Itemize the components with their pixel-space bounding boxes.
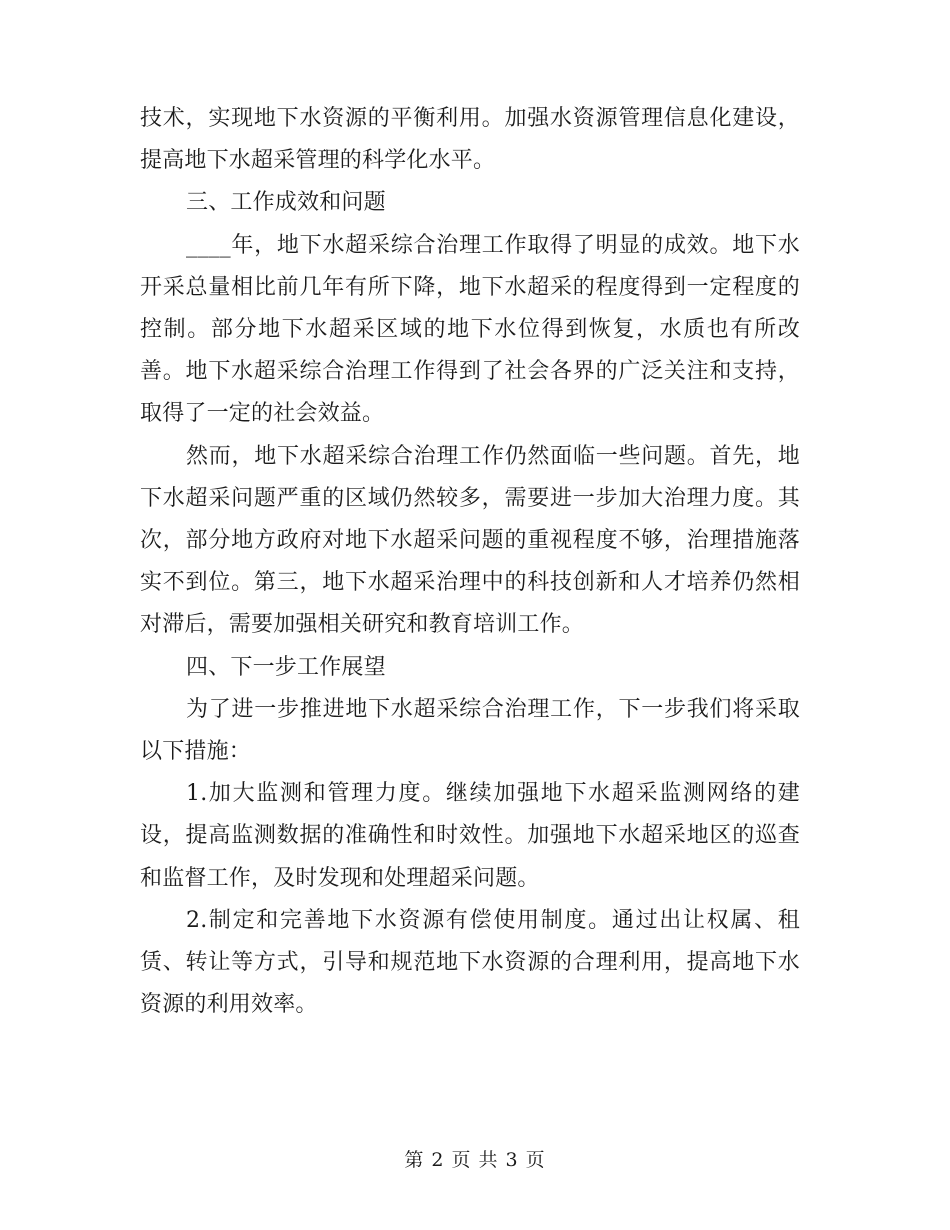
section-heading-results: 三、工作成效和问题 bbox=[186, 190, 386, 216]
list-item-paid-use: 2.制定和完善地下水资源有偿使用制度。通过出让权属、租赁、转让等方式，引导和规范地下水资源的合理利用，提高地下水资源的利用效率。 bbox=[140, 907, 800, 1018]
document-body bbox=[140, 98, 800, 1026]
list-item-monitoring: 1.加大监测和管理力度。继续加强地下水超采监测网络的建设，提高监测数据的准确性和时效性。加强地下水超采地区的巡查和监督工作，及时发现和处理超采问题。 bbox=[140, 781, 800, 891]
paragraph-results: ____年，地下水超采综合治理工作取得了明显的成效。地下水开采总量相比前几年有所下降，地下水超采的程度得到一定程度的控制。部分地下水超采区域的地下水位得到恢复，水质也有所改善。地下水超采综合治理工作得到了社会各界的广泛关注和支持，取得了一定的社会效益。 bbox=[140, 232, 800, 427]
page-number-footer: 第 2 页 共 3 页 bbox=[404, 1149, 546, 1171]
section-heading-outlook: 四、下一步工作展望 bbox=[186, 654, 386, 680]
paragraph-measures-intro: 为了进一步推进地下水超采综合治理工作，下一步我们将采取以下措施： bbox=[140, 696, 800, 765]
paragraph-problems: 然而，地下水超采综合治理工作仍然面临一些问题。首先，地下水超采问题严重的区域仍然较多，需要进一步加大治理力度。其次，部分地方政府对地下水超采问题的重视程度不够，治理措施落实不到位。第三，地下水超采治理中的科技创新和人才培养仍然相对滞后，需要加强相关研究和教育培训工作。 bbox=[140, 443, 800, 638]
paragraph-continuation: 技术，实现地下水资源的平衡利用。加强水资源管理信息化建设，提高地下水超采管理的科学化水平。 bbox=[140, 106, 800, 174]
